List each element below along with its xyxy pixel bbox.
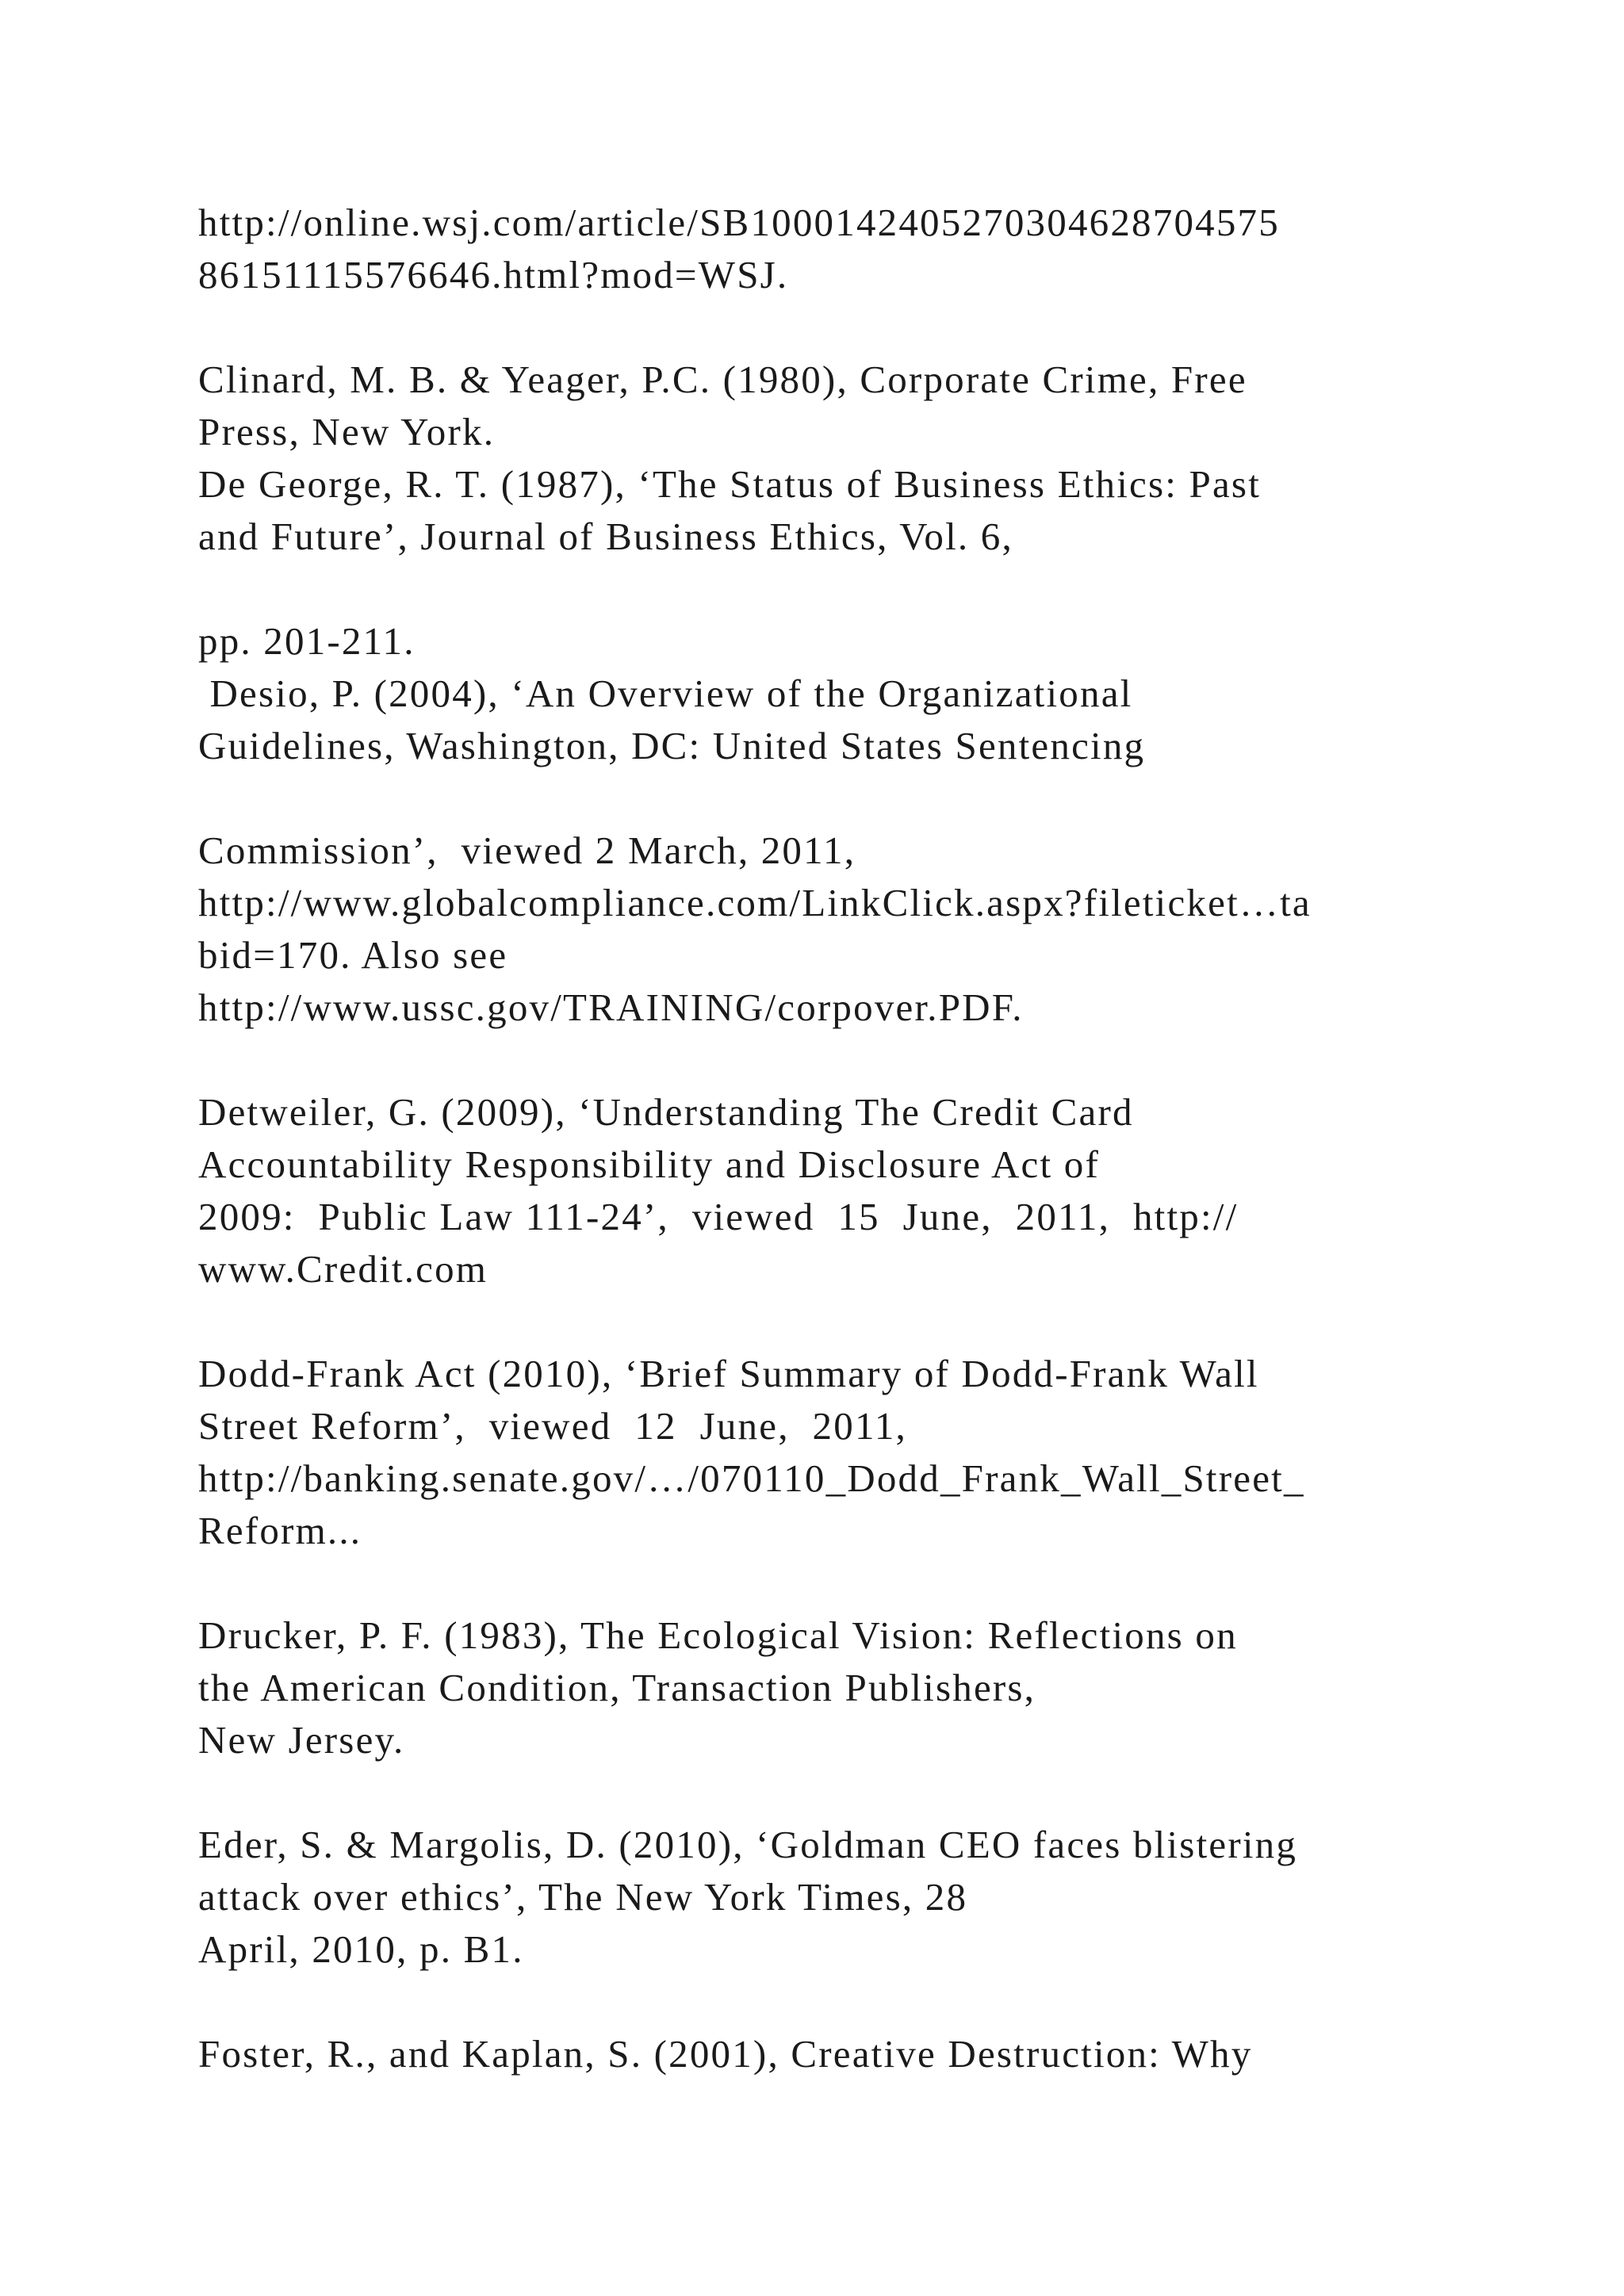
text-line: http://online.wsj.com/article/SB1000142405270304628704575 bbox=[198, 201, 1280, 244]
blank-line bbox=[198, 301, 1562, 354]
text-line: De George, R. T. (1987), ‘The Status of Business Ethics: Past bbox=[198, 462, 1262, 506]
text-line: http://www.ussc.gov/TRAINING/corpover.PDF. bbox=[198, 985, 1024, 1029]
text-line: and Future’, Journal of Business Ethics, Vol. 6, bbox=[198, 515, 1013, 558]
text-line: Accountability Responsibility and Disclosure Act of bbox=[198, 1142, 1100, 1186]
text-line: Reform... bbox=[198, 1509, 362, 1552]
text-line: Commission’, viewed 2 March, 2011, bbox=[198, 828, 856, 872]
text-line: bid=170. Also see bbox=[198, 933, 508, 977]
text-line: April, 2010, p. B1. bbox=[198, 1927, 524, 1971]
blank-line bbox=[198, 1034, 1562, 1086]
text-line: Clinard, M. B. & Yeager, P.C. (1980), Corporate Crime, Free bbox=[198, 358, 1247, 401]
text-line: 2009: Public Law 111-24’, viewed 15 June, 2011, http:// bbox=[198, 1195, 1239, 1238]
text-line: http://www.globalcompliance.com/LinkClick.aspx?fileticket…ta bbox=[198, 881, 1312, 924]
text-line: pp. 201-211. bbox=[198, 619, 416, 663]
text-line: Press, New York. bbox=[198, 410, 496, 453]
text-line: Guidelines, Washington, DC: United States Sentencing bbox=[198, 724, 1146, 767]
text-line: New Jersey. bbox=[198, 1718, 405, 1762]
text-line: 86151115576646.html?mod=WSJ. bbox=[198, 253, 789, 297]
text-line: Eder, S. & Margolis, D. (2010), ‘Goldman CEO faces blistering bbox=[198, 1823, 1298, 1866]
text-line: Dodd-Frank Act (2010), ‘Brief Summary of Dodd-Frank Wall bbox=[198, 1352, 1259, 1395]
text-line: Desio, P. (2004), ‘An Overview of the Organizational bbox=[198, 672, 1133, 715]
text-line: attack over ethics’, The New York Times, 28 bbox=[198, 1875, 968, 1919]
text-line: Detweiler, G. (2009), ‘Understanding The Credit Card bbox=[198, 1090, 1134, 1134]
text-line: Street Reform’, viewed 12 June, 2011, bbox=[198, 1404, 907, 1448]
text-line: www.Credit.com bbox=[198, 1247, 488, 1291]
blank-line bbox=[198, 1976, 1562, 2028]
reference-list bbox=[198, 197, 1562, 2080]
text-line: Drucker, P. F. (1983), The Ecological Vision: Reflections on bbox=[198, 1613, 1238, 1657]
text-line: http://banking.senate.gov/…/070110_Dodd_Frank_Wall_Street_ bbox=[198, 1456, 1305, 1500]
text-line: Foster, R., and Kaplan, S. (2001), Creative Destruction: Why bbox=[198, 2032, 1253, 2076]
blank-line bbox=[198, 1295, 1562, 1348]
blank-line bbox=[198, 1557, 1562, 1609]
blank-line bbox=[198, 1766, 1562, 1819]
blank-line bbox=[198, 563, 1562, 615]
blank-line bbox=[198, 772, 1562, 825]
text-line: the American Condition, Transaction Publishers, bbox=[198, 1666, 1036, 1709]
